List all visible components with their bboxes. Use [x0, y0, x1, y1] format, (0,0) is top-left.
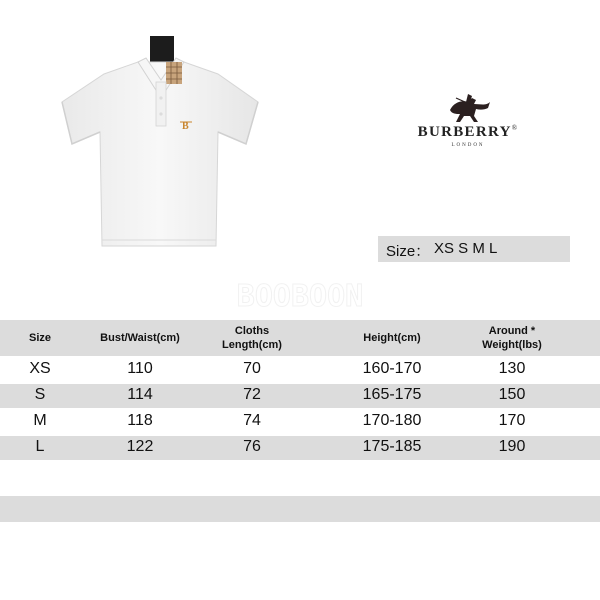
- table-cell: 130: [498, 360, 526, 377]
- table-header-text: Height(cm): [363, 332, 421, 344]
- table-cell: 160-170: [362, 360, 422, 377]
- footer-bar: [0, 496, 600, 522]
- brand-location: LONDON: [451, 143, 485, 148]
- table-cell: 70: [243, 360, 261, 377]
- table-cell: 72: [243, 386, 261, 403]
- table-header-text: Around *: [488, 325, 536, 337]
- table-row: [0, 384, 600, 408]
- table-cell: 165-175: [362, 386, 422, 403]
- table-cell: 170-180: [362, 412, 422, 429]
- table-row: [0, 358, 600, 382]
- table-cell: 76: [243, 438, 261, 455]
- watermark: [226, 270, 374, 316]
- table-cell: 170: [498, 412, 526, 429]
- table-cell: 122: [126, 438, 154, 455]
- table-header-text: Size: [28, 332, 51, 344]
- table-header-text: Weight(lbs): [482, 339, 542, 351]
- table-cell: 110: [127, 360, 153, 377]
- brand-name: BURBERRY®: [417, 124, 519, 140]
- table-header-cell: [442, 324, 582, 352]
- brand-logo: [400, 90, 536, 158]
- equestrian-knight-logo: [446, 92, 492, 124]
- table-cell: 114: [127, 386, 153, 403]
- table-cell: 150: [498, 386, 526, 403]
- table-cell: XS: [29, 360, 51, 377]
- table-cell: 74: [243, 412, 261, 429]
- size-label: Size：: [386, 243, 431, 260]
- svg-text:B: B: [182, 121, 189, 132]
- table-row: [0, 436, 600, 460]
- table-cell: 175-185: [362, 438, 422, 455]
- table-header-text: Bust/Waist(cm): [100, 332, 180, 344]
- svg-text:BOOBOON: BOOBOON: [236, 279, 364, 314]
- polo-shirt-image: [58, 36, 264, 254]
- table-header-text: Cloths: [234, 325, 270, 337]
- table-cell: 190: [498, 438, 526, 455]
- table-header-cell: [182, 324, 322, 352]
- table-cell: S: [34, 386, 46, 403]
- table-cell: 118: [127, 412, 153, 429]
- table-header-row: [0, 320, 600, 356]
- size-bar: [378, 236, 570, 262]
- table-cell: L: [35, 438, 45, 455]
- size-values: XS S M L: [434, 240, 498, 257]
- table-row: [0, 410, 600, 434]
- table-header-cell: [322, 331, 462, 345]
- table-header-text: Length(cm): [222, 339, 282, 351]
- table-cell: M: [33, 412, 47, 429]
